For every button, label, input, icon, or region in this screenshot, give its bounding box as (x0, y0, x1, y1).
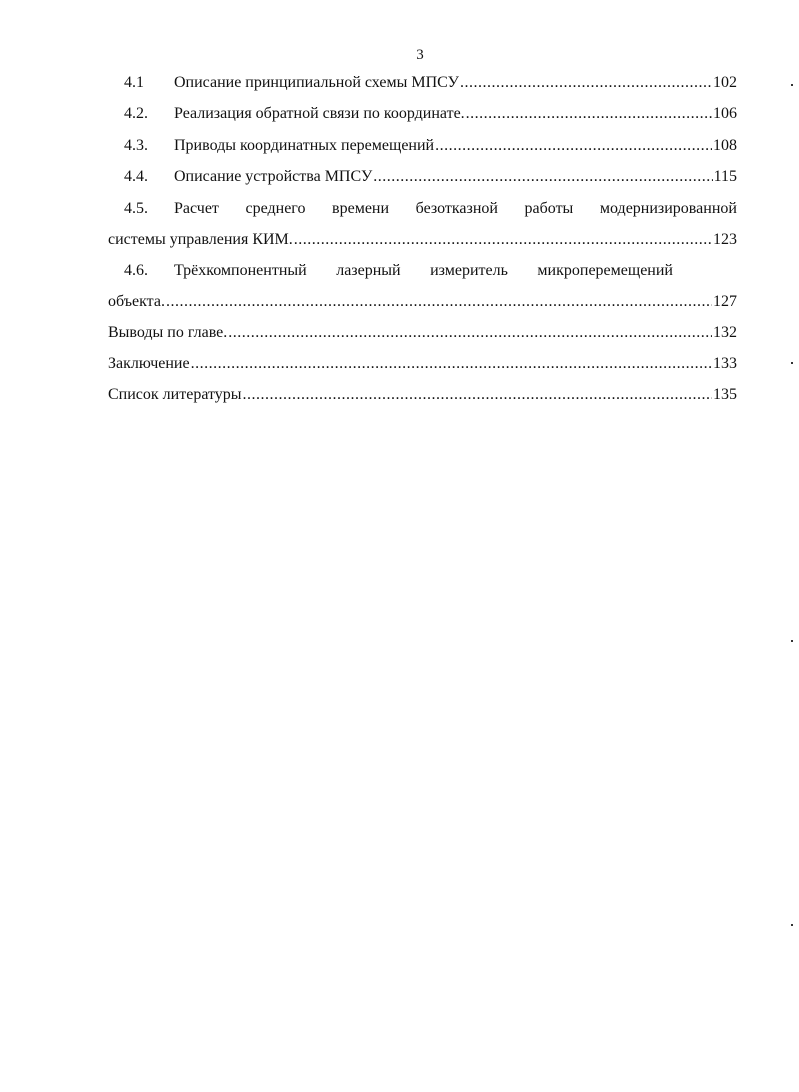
dot-leader (166, 291, 712, 313)
scan-speck (791, 924, 793, 926)
dot-leader (228, 322, 712, 344)
toc-entry-title: системы управления КИМ. (108, 231, 293, 248)
toc-entry-number: 4.2. (124, 105, 148, 122)
toc-entry-first-line (124, 260, 737, 282)
toc-entry (108, 353, 737, 375)
toc-entry-page: 132 (713, 324, 737, 341)
title-word: работы (524, 200, 574, 217)
title-word: лазерный (336, 262, 401, 279)
title-word: безотказной (415, 200, 498, 217)
toc-entry (124, 103, 737, 125)
toc-entry-title (174, 198, 737, 220)
dot-leader (435, 135, 712, 157)
toc-entry-continuation (108, 229, 737, 251)
dot-leader (460, 72, 712, 94)
page-number: 3 (416, 47, 424, 63)
toc-entry-page: 133 (713, 355, 737, 372)
toc-entry (124, 135, 737, 157)
toc-entry-continuation (108, 291, 737, 313)
scan-speck (791, 84, 793, 86)
title-word: времени (332, 200, 390, 217)
dot-leader (373, 166, 712, 188)
toc-entry-page: 123 (713, 231, 737, 248)
toc-entry (108, 322, 737, 344)
toc-entry-page: 135 (713, 386, 737, 403)
toc-entry-first-line (124, 198, 737, 220)
toc-entry-title: объекта. (108, 293, 165, 310)
toc-entry-number: 4.3. (124, 137, 148, 154)
title-word: микроперемещений (537, 262, 673, 279)
dot-leader (466, 103, 712, 125)
toc-entry-number: 4.4. (124, 168, 148, 185)
toc-entry-title: Заключение (108, 355, 190, 372)
toc-entry (124, 72, 737, 94)
toc-entry-title: Описание принципиальной схемы МПСУ (174, 74, 459, 91)
dot-leader (191, 353, 712, 375)
toc-entry-page: 115 (713, 168, 737, 185)
toc-entry-page: 106 (713, 105, 737, 122)
title-word: модернизированной (599, 200, 737, 217)
toc-entry-number: 4.1 (124, 74, 144, 91)
toc-entry-title: Реализация обратной связи по координате. (174, 105, 465, 122)
toc-entry-page: 102 (713, 74, 737, 91)
toc-entry-number: 4.6. (124, 262, 148, 279)
dot-leader (294, 229, 712, 251)
toc-entry-page: 127 (713, 293, 737, 310)
toc-entry-title (174, 260, 673, 282)
toc-entry-number: 4.5. (124, 200, 148, 217)
toc-entry-title: Выводы по главе. (108, 324, 228, 341)
toc-entry (124, 166, 737, 188)
scan-speck (791, 640, 793, 642)
title-word: среднего (245, 200, 306, 217)
toc-entry-title: Описание устройства МПСУ (174, 168, 373, 185)
title-word: Расчет (174, 200, 219, 217)
title-word: измеритель (430, 262, 508, 279)
toc-entry (108, 384, 737, 406)
toc-entry-page: 108 (713, 137, 737, 154)
title-word: Трёхкомпонентный (174, 262, 307, 279)
toc-entry-title: Список литературы (108, 386, 242, 403)
toc-entry-title: Приводы координатных перемещений (174, 137, 435, 154)
scan-speck (791, 362, 793, 364)
dot-leader (243, 384, 712, 406)
